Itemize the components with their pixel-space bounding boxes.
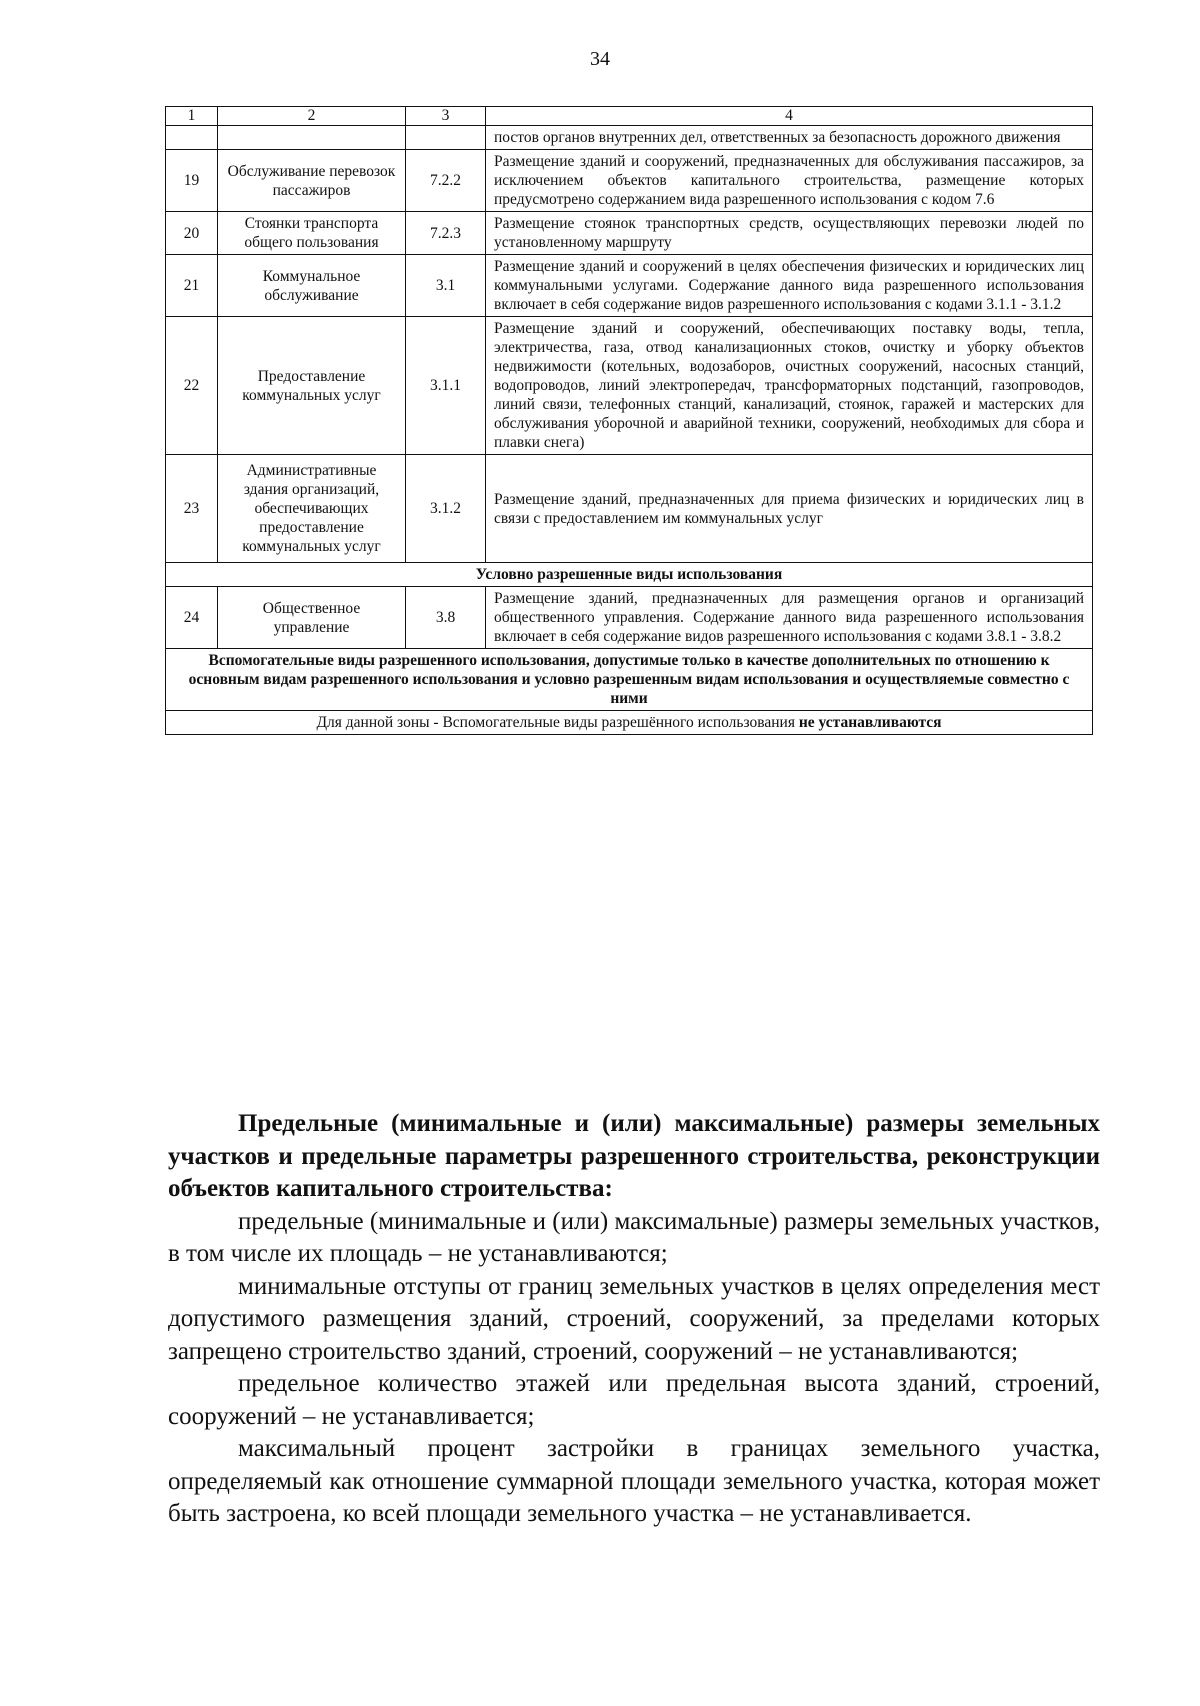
parameter-paragraph: максимальный процент застройки в границах земельного участка, определяемый как отношение суммарной площади земельного участка, которая может быть застроена, ко всей площади земельного участка – не устанавливается.	[168, 1435, 1100, 1527]
use-type-description: Размещение стоянок транспортных средств, осуществляющих перевозки людей по установленному маршруту	[486, 212, 1093, 255]
section-row	[166, 563, 1093, 587]
land-use-table	[165, 106, 1093, 735]
table-row	[166, 455, 1093, 563]
column-header: 1	[166, 107, 218, 126]
use-type-code: 7.2.2	[406, 150, 486, 212]
page-number: 34	[590, 48, 610, 70]
note-row	[166, 711, 1093, 735]
section-auxiliary-title: Вспомогательные виды разрешенного использования, допустимые только в качестве дополнительных по отношению к основным видам разрешенного использования и условно разрешенным видам использования и осуществляемые совместно с ними	[166, 649, 1093, 711]
table-row	[166, 587, 1093, 649]
row-number: 22	[166, 317, 218, 455]
use-type-description: Размещение зданий, предназначенных для приема физических и юридических лиц в связи с предоставлением им коммунальных услуг	[486, 455, 1093, 563]
table-row	[166, 255, 1093, 317]
auxiliary-note-emphasis: не устанавливаются	[798, 714, 942, 731]
use-type-code: 7.2.3	[406, 212, 486, 255]
parameter-paragraph: предельное количество этажей или предельная высота зданий, строений, сооружений – не устанавливается;	[168, 1370, 1100, 1430]
parameters-heading: Предельные (минимальные и (или) максимальные) размеры земельных участков и предельные параметры разрешенного строительства, реконструкции объектов капитального строительства:	[168, 1110, 1100, 1202]
row-number: 20	[166, 212, 218, 255]
table-row	[166, 150, 1093, 212]
column-header: 2	[218, 107, 406, 126]
use-type-code: 3.1.2	[406, 455, 486, 563]
use-type-name: Коммунальное обслуживание	[218, 255, 406, 317]
parameter-paragraph: предельные (минимальные и (или) максимальные) размеры земельных участков, в том числе их площадь – не устанавливаются;	[168, 1207, 1100, 1267]
use-type-code: 3.8	[406, 587, 486, 649]
section-row	[166, 649, 1093, 711]
use-type-name: Обслуживание перевозок пассажиров	[218, 150, 406, 212]
use-type-name: Предоставление коммунальных услуг	[218, 317, 406, 455]
use-type-name: Административные здания организаций, обеспечивающих предоставление коммунальных услуг	[218, 455, 406, 563]
row-number: 23	[166, 455, 218, 563]
use-type-description: Размещение зданий и сооружений, предназначенных для обслуживания пассажиров, за исключением объектов капитального строительства, размещение которых предусмотрено содержанием вида разрешенного использования с кодом 7.6	[486, 150, 1093, 212]
row-number: 19	[166, 150, 218, 212]
use-type-description: Размещение зданий и сооружений в целях обеспечения физических и юридических лиц коммунальными услугами. Содержание данного вида разрешенного использования включает в себя содержание видов разрешенного использования с кодами 3.1.1 - 3.1.2	[486, 255, 1093, 317]
parameter-paragraph: минимальные отступы от границ земельных участков в целях определения мест допустимого размещения зданий, строений, сооружений, за пределами которых запрещено строительство зданий, строений, сооружений – не устанавливаются;	[168, 1272, 1100, 1365]
use-type-description: Размещение зданий и сооружений, обеспечивающих поставку воды, тепла, электричества, газа, отвод канализационных стоков, очистку и уборку объектов недвижимости (котельных, водозаборов, очистных сооружений, насосных станций, водопроводов, линий электропередач, трансформаторных подстанций, газопроводов, линий связи, телефонных станций, канализаций, стоянок, гаражей и мастерских для обслуживания уборочной и аварийной техники, сооружений, необходимых для сбора и плавки снега)	[486, 317, 1093, 455]
table-row	[166, 126, 1093, 150]
auxiliary-note-prefix: Для данной зоны - Вспомогательные виды разрешённого использования	[316, 714, 795, 731]
auxiliary-note	[166, 711, 1093, 735]
use-type-name: Стоянки транспорта общего пользования	[218, 212, 406, 255]
table-row	[166, 212, 1093, 255]
row-number: 24	[166, 587, 218, 649]
column-header: 4	[486, 107, 1093, 126]
use-type-name	[218, 126, 406, 150]
row-number: 21	[166, 255, 218, 317]
use-type-description: постов органов внутренних дел, ответственных за безопасность дорожного движения	[486, 126, 1093, 150]
use-type-name: Общественное управление	[218, 587, 406, 649]
section-conditional-title: Условно разрешенные виды использования	[166, 563, 1093, 587]
parameters-section	[168, 1108, 1100, 1531]
row-number	[166, 126, 218, 150]
column-header: 3	[406, 107, 486, 126]
use-type-code: 3.1.1	[406, 317, 486, 455]
use-type-code	[406, 126, 486, 150]
table-header-row	[166, 107, 1093, 126]
table-row	[166, 317, 1093, 455]
use-type-description: Размещение зданий, предназначенных для размещения органов и организаций общественного управления. Содержание данного вида разрешенного использования включает в себя содержание видов разрешенного использования с кодами 3.8.1 - 3.8.2	[486, 587, 1093, 649]
use-type-code: 3.1	[406, 255, 486, 317]
